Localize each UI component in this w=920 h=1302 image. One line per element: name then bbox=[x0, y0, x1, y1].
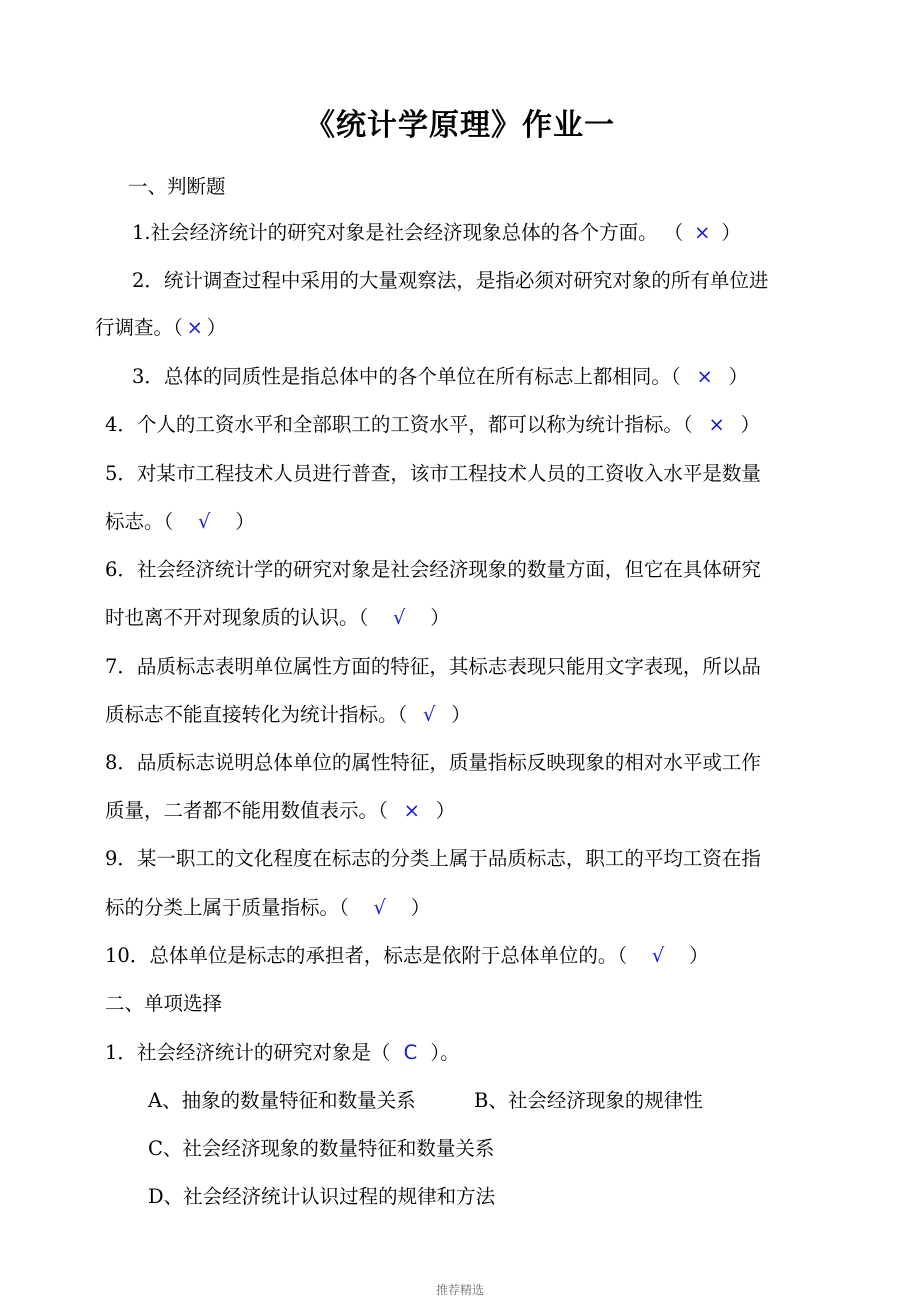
question-5-answer: √ bbox=[198, 510, 211, 533]
question-5-line-2 bbox=[105, 507, 255, 537]
question-3-text: 3．总体的同质性是指总体中的各个单位在所有标志上都相同。（ bbox=[132, 365, 681, 388]
question-1-text: 1.社会经济统计的研究对象是社会经济现象总体的各个方面。 （ bbox=[132, 221, 684, 244]
choice-question-1-close: ）。 bbox=[430, 1041, 460, 1064]
question-9-line-2 bbox=[105, 893, 430, 923]
question-8-line-1: 8．品质标志说明总体单位的属性特征，质量指标反映现象的相对水平或工作 bbox=[105, 751, 761, 774]
question-7-text: 质标志不能直接转化为统计指标。（ bbox=[105, 703, 408, 726]
question-3-close: ） bbox=[728, 365, 749, 388]
option-d: D、社会经济统计认识过程的规律和方法 bbox=[148, 1185, 496, 1208]
question-1-close: ） bbox=[721, 221, 741, 244]
question-9-line-1: 9．某一职工的文化程度在标志的分类上属于品质标志，职工的平均工资在指 bbox=[105, 847, 761, 870]
question-8-text: 质量，二者都不能用数值表示。（ bbox=[105, 799, 388, 822]
question-10-text: 10．总体单位是标志的承担者，标志是依附于总体单位的。（ bbox=[105, 944, 628, 967]
question-7-close: ） bbox=[451, 703, 471, 726]
question-2-text: 行调查。（ bbox=[95, 316, 183, 339]
choice-question-1 bbox=[105, 1038, 460, 1068]
document-title: 《统计学原理》作业一 bbox=[305, 108, 615, 143]
question-3-answer: × bbox=[696, 365, 713, 388]
question-10 bbox=[105, 941, 709, 971]
question-1-answer: × bbox=[694, 221, 711, 244]
question-4-text: 4．个人的工资水平和全部职工的工资水平，都可以称为统计指标。（ bbox=[105, 413, 693, 436]
question-4-answer: × bbox=[708, 413, 725, 436]
question-2-line-1: 2．统计调查过程中采用的大量观察法，是指必须对研究对象的所有单位进 bbox=[132, 269, 769, 292]
question-5-close: ） bbox=[235, 510, 255, 533]
question-6-line-1: 6．社会经济统计学的研究对象是社会经济现象的数量方面，但它在具体研究 bbox=[105, 558, 761, 581]
option-c: C、社会经济现象的数量特征和数量关系 bbox=[148, 1137, 495, 1160]
question-9-text: 标的分类上属于质量指标。（ bbox=[105, 896, 349, 919]
section-heading-true-false: 一、判断题 bbox=[128, 175, 226, 198]
question-1 bbox=[132, 218, 741, 248]
question-8-line-2 bbox=[105, 796, 455, 826]
question-6-answer: √ bbox=[393, 606, 406, 629]
choice-question-1-answer: C bbox=[403, 1041, 418, 1064]
question-7-line-2 bbox=[105, 700, 471, 730]
question-6-text: 时也离不开对现象质的认识。（ bbox=[105, 606, 369, 629]
question-9-close: ） bbox=[410, 896, 431, 919]
question-10-close: ） bbox=[689, 944, 709, 967]
section-heading-single-choice: 二、单项选择 bbox=[105, 992, 223, 1015]
question-8-close: ） bbox=[435, 799, 456, 822]
question-6-close: ） bbox=[430, 606, 450, 629]
page-footer: 推荐精选 bbox=[435, 1283, 484, 1297]
question-5-text: 标志。（ bbox=[105, 510, 174, 533]
question-2-close: ） bbox=[206, 316, 227, 339]
choice-question-1-text: 1．社会经济统计的研究对象是（ bbox=[105, 1041, 391, 1064]
question-2-answer: × bbox=[186, 316, 203, 339]
question-2-line-2 bbox=[95, 313, 226, 343]
question-10-answer: √ bbox=[651, 944, 665, 967]
question-3 bbox=[132, 362, 748, 392]
question-6-line-2 bbox=[105, 603, 450, 633]
question-4-close: ） bbox=[740, 413, 761, 436]
question-5-line-1: 5．对某市工程技术人员进行普查，该市工程技术人员的工资收入水平是数量 bbox=[105, 462, 761, 485]
question-4 bbox=[105, 410, 760, 440]
question-8-answer: × bbox=[403, 799, 420, 822]
question-7-answer: √ bbox=[423, 703, 436, 726]
option-a: A、抽象的数量特征和数量关系 bbox=[148, 1089, 416, 1112]
question-9-answer: √ bbox=[373, 896, 386, 919]
option-b: B、社会经济现象的规律性 bbox=[474, 1089, 703, 1112]
question-7-line-1: 7．品质标志表明单位属性方面的特征，其标志表现只能用文字表现，所以品 bbox=[105, 655, 761, 678]
